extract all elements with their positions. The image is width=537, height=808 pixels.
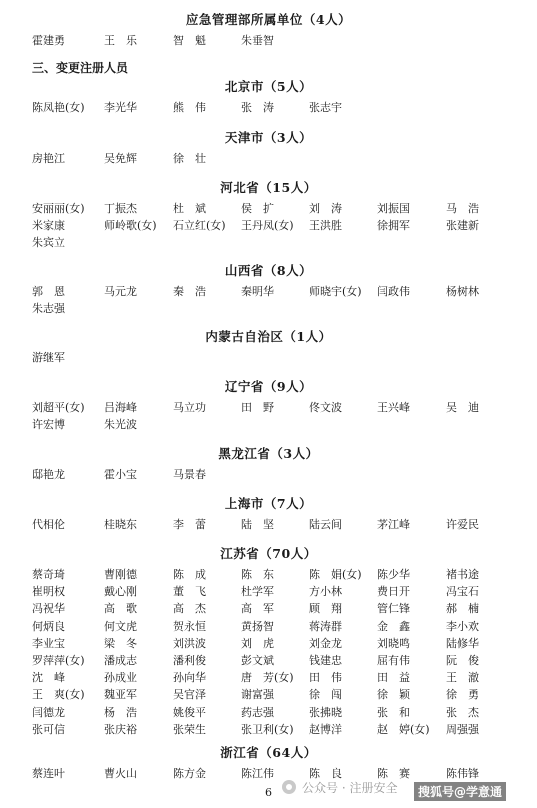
person-name: 高 杰 [173,602,206,616]
person-name: 安丽丽(女) [32,202,85,215]
page-number: 6 [265,786,272,799]
region-heading: 黑龙江省（3人） [218,446,319,461]
person-name: 徐 勇 [446,688,479,702]
person-name: 赵博洋 [309,722,342,736]
region-heading: 北京市（5人） [224,79,313,94]
person-name: 王 澈 [446,671,479,685]
person-name: 蔡连叶 [32,767,65,780]
person-name: 刘 虎 [241,636,274,650]
person-name: 石立红(女) [173,219,226,233]
person-name: 王洪胜 [309,219,342,233]
person-name: 杨 浩 [104,705,137,719]
person-name: 张可信 [32,722,65,736]
person-name: 闫德龙 [32,705,65,719]
person-name: 刘洪波 [173,636,206,650]
person-name: 张 涛 [241,101,274,114]
region-heading: 山西省（8人） [224,263,313,278]
person-name: 徐 壮 [173,152,206,165]
section-subheading: 三、变更注册人员 [32,61,129,75]
person-name: 陈 成 [173,568,206,581]
region-heading: 应急管理部所属单位（4人） [185,12,352,27]
person-name: 王兴峰 [377,401,410,414]
person-name: 魏亚军 [104,688,137,702]
person-name: 陆云间 [309,518,342,531]
person-name: 吴免辉 [104,152,137,165]
person-name: 屈有伟 [377,654,410,667]
person-name: 张庆裕 [104,722,137,736]
region-heading: 河北省（15人） [220,180,317,195]
person-name: 崔明权 [32,585,65,599]
person-name: 管仁锋 [377,602,410,616]
region-heading: 辽宁省（9人） [224,379,313,394]
person-name: 秦明华 [241,285,274,298]
person-name: 佟文波 [309,401,342,414]
person-name: 陈少华 [377,568,410,581]
person-name: 钱建忠 [309,654,342,667]
person-name: 方小林 [309,585,342,599]
person-name: 陆修华 [446,636,479,650]
person-name: 秦 浩 [173,285,206,298]
person-name: 张荣生 [173,722,206,736]
person-name: 陈 东 [241,568,274,581]
person-name: 田 益 [377,671,410,685]
person-name: 张建新 [446,219,479,233]
person-name: 米家康 [32,219,65,233]
person-name: 张拂晓 [309,705,342,719]
brand-watermark: 搜狐号@学意通 [414,782,506,801]
person-name: 郝 楠 [446,602,479,616]
person-name: 陈 赛 [377,767,410,780]
person-name: 师岭歌(女) [104,219,157,233]
person-name: 贺永恒 [173,619,206,633]
person-name: 谢富强 [241,688,274,702]
person-name: 冯祝华 [32,602,65,616]
person-name: 阮 俊 [446,654,479,667]
person-name: 曹火山 [104,767,137,780]
person-name: 邸艳龙 [32,468,65,481]
person-name: 潘成志 [104,654,137,667]
person-name: 戴心刚 [104,585,137,599]
person-name: 陈伟锋 [446,767,479,780]
person-name: 陆 坚 [241,518,274,531]
person-name: 褚书途 [446,568,479,581]
person-name: 桂晓东 [104,518,137,531]
person-name: 吕海峰 [104,401,137,414]
person-name: 智 魁 [173,34,206,47]
person-name: 金 鑫 [377,619,410,633]
person-name: 陈江伟 [241,767,274,780]
wechat-icon [282,780,296,794]
person-name: 茅江峰 [377,518,410,531]
person-name: 姚俊平 [173,705,206,719]
person-name: 朱宾立 [32,236,65,250]
region-heading: 内蒙古自治区（1人） [205,329,332,344]
person-name: 许爱民 [446,518,479,531]
person-name: 董 飞 [173,585,206,599]
person-name: 马 浩 [446,202,479,215]
person-name: 王 爽(女) [32,688,85,702]
person-name: 孙成业 [104,671,137,685]
region-heading: 江苏省（70人） [220,546,317,561]
person-name: 李业宝 [32,636,65,650]
region-heading: 上海市（7人） [224,496,313,511]
person-name: 何文虎 [104,619,137,633]
person-name: 徐 闯 [309,688,342,702]
person-name: 陈 良 [309,767,342,780]
person-name: 杜 斌 [173,202,206,215]
person-name: 郭 恩 [32,285,65,298]
person-name: 刘晓鸣 [377,636,410,650]
person-name: 张 杰 [446,705,479,719]
person-name: 朱光波 [104,418,137,432]
person-name: 顾 翔 [309,602,342,616]
person-name: 李小欢 [446,619,479,633]
person-name: 代相伦 [32,518,65,531]
person-name: 李 蕾 [173,518,206,531]
person-name: 闫政伟 [377,285,410,298]
person-name: 刘 涛 [309,202,342,215]
person-name: 杨树林 [446,285,479,298]
person-name: 师晓宇(女) [309,285,362,298]
person-name: 张志宇 [309,101,342,114]
person-name: 蒋涛群 [309,619,342,633]
person-name: 熊 伟 [173,101,206,114]
person-name: 冯宝石 [446,585,479,599]
person-name: 许宏博 [32,418,65,432]
person-name: 田 伟 [309,671,342,685]
person-name: 药志强 [241,705,274,719]
person-name: 丁振杰 [104,202,137,215]
person-name: 蔡奇琦 [32,568,65,581]
person-name: 吴 迪 [446,401,479,414]
person-name: 张卫利(女) [241,722,294,736]
region-heading: 浙江省（64人） [220,745,317,760]
person-name: 徐 颖 [377,688,410,702]
person-name: 黄扬智 [241,619,274,633]
person-name: 马元龙 [104,285,137,298]
person-name: 陈凤艳(女) [32,101,85,114]
person-name: 游继军 [32,351,65,364]
person-name: 马立功 [173,401,206,414]
watermark [282,775,397,799]
person-name: 陈 娟(女) [309,568,362,581]
person-name: 费日开 [377,585,410,599]
person-name: 罗萍萍(女) [32,654,85,667]
person-name: 何炳良 [32,619,65,633]
person-name: 高 军 [241,602,274,616]
person-name: 李光华 [104,101,137,114]
person-name: 刘振国 [377,202,410,215]
person-name: 刘超平(女) [32,401,85,414]
person-name: 高 歌 [104,602,137,616]
person-name: 彭文斌 [241,654,274,667]
person-name: 唐 芳(女) [241,671,294,685]
person-name: 吴官泽 [173,688,206,702]
person-name: 陈方金 [173,767,206,780]
person-name: 侯 扩 [241,202,274,215]
person-name: 马景春 [173,468,206,481]
person-name: 霍建勇 [32,34,65,47]
person-name: 孙向华 [173,671,206,685]
person-name: 曹刚德 [104,568,137,581]
person-name: 潘利俊 [173,654,206,667]
person-name: 周强强 [446,722,479,736]
person-name: 房艳江 [32,152,65,165]
region-heading: 天津市（3人） [224,130,313,145]
person-name: 王丹凤(女) [241,219,294,233]
person-name: 朱垂智 [241,34,274,47]
person-name: 徐拥军 [377,219,410,233]
person-name: 刘金龙 [309,636,342,650]
person-name: 朱志强 [32,302,65,316]
person-name: 王 乐 [104,34,137,47]
person-name: 田 野 [241,401,274,414]
person-name: 杜学军 [241,585,274,599]
watermark-text: 公众号 · 注册安全 [302,780,398,795]
person-name: 赵 婷(女) [377,722,430,736]
person-name: 沈 峰 [32,671,65,685]
person-name: 张 和 [377,705,410,719]
person-name: 梁 冬 [104,636,137,650]
person-name: 霍小宝 [104,468,137,481]
